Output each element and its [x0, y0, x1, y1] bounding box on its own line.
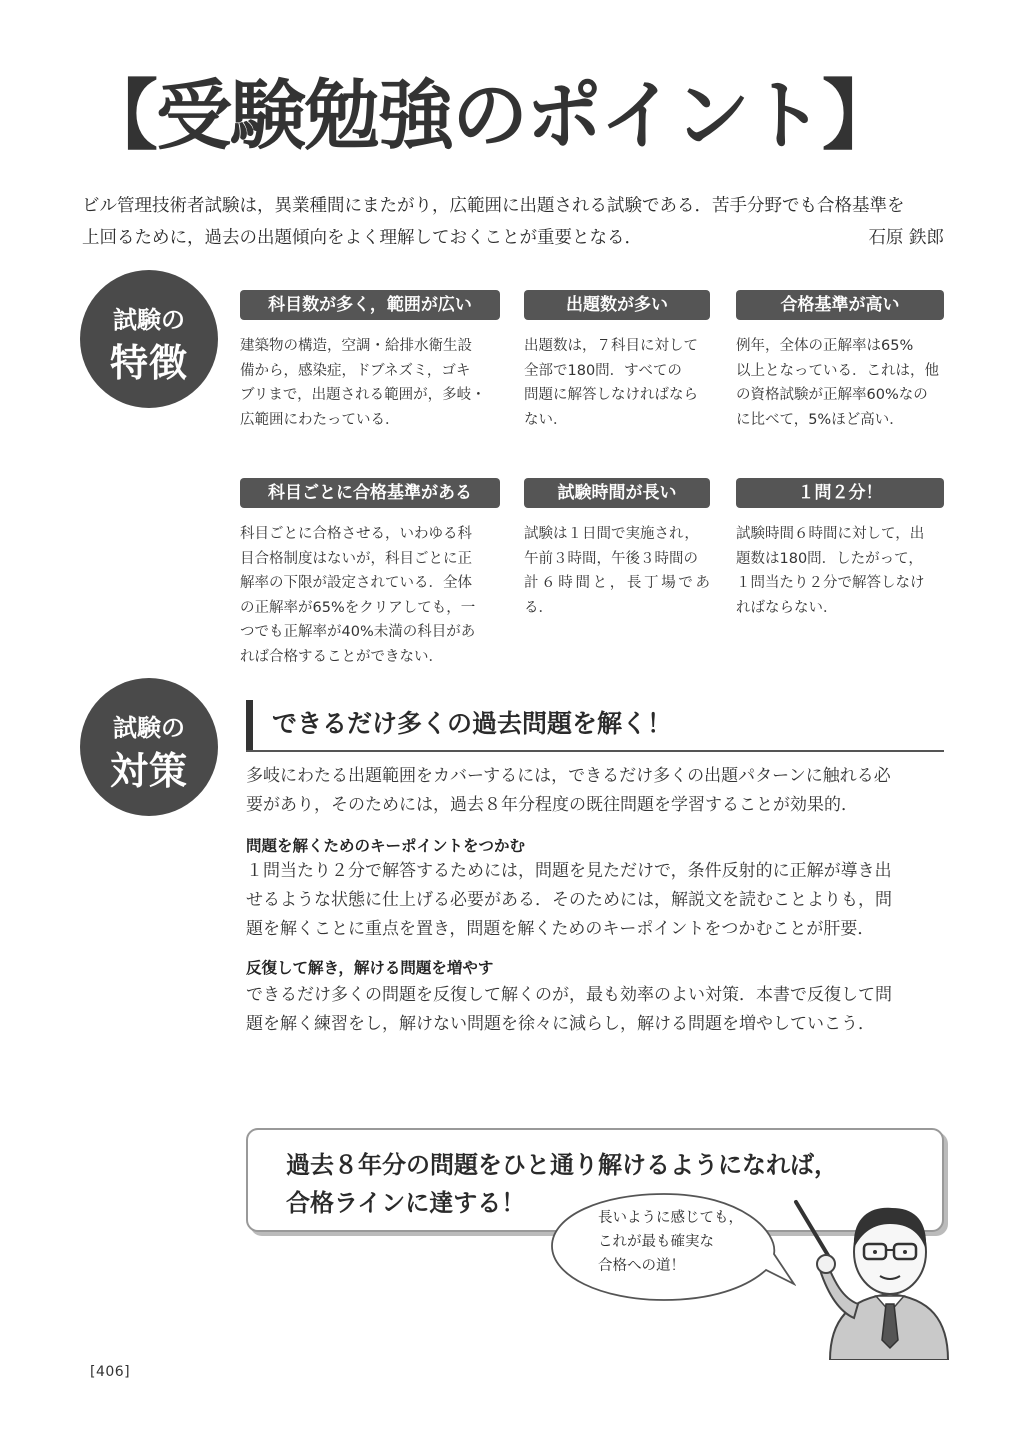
repeat-paragraph — [246, 981, 946, 1039]
feature-text — [736, 334, 944, 432]
bubble-line: これが最も確実な — [598, 1234, 714, 1250]
intro-paragraph — [82, 190, 944, 254]
feature-line: 解率の下限が設定されている．全体 — [240, 575, 472, 591]
measures-heading-text: できるだけ多くの過去問題を解く！ — [272, 709, 673, 738]
feature-line: １問当たり２分で解答しなけ — [736, 575, 925, 591]
paragraph-line: 題を解く練習をし，解けない問題を徐々に減らし，解ける問題を増やしていこう． — [246, 1014, 875, 1034]
feature-line: 例年，全体の正解率は65% — [736, 338, 914, 354]
feature-line: 試験時間６時間に対して，出 — [736, 526, 925, 542]
subheading-repeat: 反復して解き，解ける問題を増やす — [246, 959, 494, 977]
feature-label: 科目ごとに合格基準がある — [240, 478, 500, 508]
speech-bubble-text — [598, 1206, 743, 1278]
intro-line: ビル管理技術者試験は，異業種間にまたがり，広範囲に出題される試験である．苦手分野でも合格基準を — [82, 196, 905, 216]
badge-big-text: 対策 — [109, 749, 188, 793]
badge-small-text: 試験の — [113, 306, 185, 334]
keypoint-paragraph — [246, 857, 946, 944]
feature-label: 合格基準が高い — [736, 290, 944, 320]
bubble-line: 長いように感じても， — [598, 1210, 743, 1226]
subheading-keypoint: 問題を解くためのキーポイントをつかむ — [246, 837, 526, 855]
feature-text — [736, 522, 944, 620]
feature-label: 試験時間が長い — [524, 478, 710, 508]
measures-section-badge — [80, 678, 218, 816]
paragraph-line: せるような状態に仕上げる必要がある．そのためには，解説文を読むことよりも，問 — [246, 890, 892, 910]
intro-line: 上回るために，過去の出題傾向をよく理解しておくことが重要となる． — [82, 228, 642, 248]
page-title: 【受験勉強のポイント】 — [82, 71, 896, 160]
teacher-with-pointer-icon — [780, 1180, 950, 1360]
feature-line: 備から，感染症，ドブネズミ，ゴキ — [240, 362, 471, 379]
feature-card — [240, 478, 500, 669]
author-name: 石原 鉄郎 — [868, 228, 944, 248]
feature-line: ればならない． — [736, 599, 838, 616]
feature-label: １問２分！ — [736, 478, 944, 508]
feature-line: 題数は180問．したがって， — [736, 550, 923, 567]
feature-line: 試験は１日間で実施され， — [524, 526, 699, 542]
feature-line: 建築物の構造，空調・給排水衛生設 — [240, 338, 472, 354]
feature-text — [240, 522, 500, 669]
feature-text — [240, 334, 500, 432]
feature-text — [524, 522, 710, 620]
feature-line: 科目ごとに合格させる，いわゆる科 — [240, 526, 472, 542]
feature-line: ない． — [524, 411, 568, 428]
feature-line: 全部で180問．すべての — [524, 362, 682, 379]
feature-card — [240, 290, 500, 432]
callout-line: 過去８年分の問題をひと通り解けるようになれば， — [286, 1151, 838, 1179]
feature-line: れば合格することができない． — [240, 648, 443, 665]
feature-label: 科目数が多く，範囲が広い — [240, 290, 500, 320]
paragraph-line: 要があり，そのためには，過去８年分程度の既往問題を学習することが効果的． — [246, 795, 858, 815]
measures-heading — [246, 700, 944, 752]
feature-card — [524, 478, 710, 620]
feature-line: 午前３時間，午後３時間の — [524, 550, 698, 567]
feature-line: 広範囲にわたっている． — [240, 411, 400, 428]
heading-bar-mark — [246, 700, 253, 750]
feature-label: 出題数が多い — [524, 290, 710, 320]
feature-line: に比べて，5%ほど高い． — [736, 411, 904, 428]
paragraph-line: １問当たり２分で解答するためには，問題を見ただけで，条件反射的に正解が導き出 — [246, 861, 892, 881]
feature-card — [524, 290, 710, 432]
feature-text — [524, 334, 710, 432]
feature-line: 目合格制度はないが，科目ごとに正 — [240, 550, 472, 567]
callout-line: 合格ラインに達する！ — [286, 1189, 526, 1217]
feature-card — [736, 478, 944, 620]
teacher-illustration — [780, 1180, 950, 1364]
feature-line: 計６時間と，長丁場である． — [524, 575, 710, 616]
feature-line: 以上となっている．これは，他 — [736, 362, 939, 379]
features-section-badge — [80, 270, 218, 408]
feature-line: ブリまで，出題される範囲が，多岐・ — [240, 387, 486, 403]
paragraph-line: 題を解くことに重点を置き，問題を解くためのキーポイントをつかむことが肝要． — [246, 919, 875, 939]
bubble-line: 合格への道！ — [598, 1258, 685, 1274]
paragraph-line: できるだけ多くの問題を反復して解くのが，最も効率のよい対策．本書で反復して問 — [246, 985, 892, 1005]
feature-line: 問題に解答しなければなら — [524, 387, 698, 403]
feature-line: つでも正解率が40%未満の科目があ — [240, 624, 476, 640]
feature-line: の正解率が65%をクリアしても，一 — [240, 599, 476, 616]
feature-line: 出題数は，７科目に対して — [524, 338, 698, 354]
measures-intro — [246, 762, 946, 820]
page-number: [406] — [90, 1364, 131, 1380]
paragraph-line: 多岐にわたる出題範囲をカバーするには，できるだけ多くの出題パターンに触れる必 — [246, 766, 891, 786]
badge-small-text: 試験の — [113, 714, 185, 742]
feature-card — [736, 290, 944, 432]
badge-big-text: 特徴 — [109, 341, 188, 385]
feature-line: の資格試験が正解率60%なの — [736, 387, 928, 403]
